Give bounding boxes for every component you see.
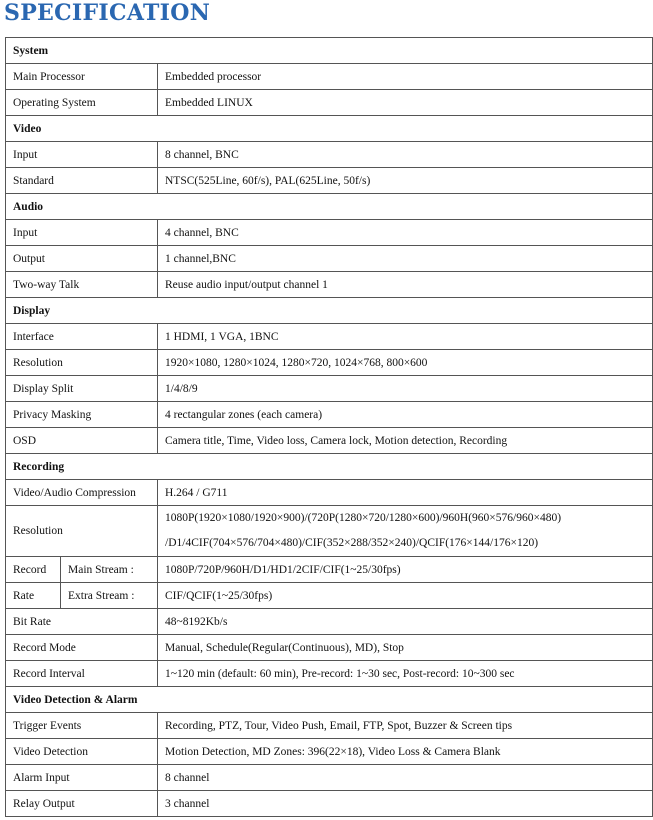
section-row-display bbox=[6, 298, 653, 324]
spec-value: Reuse audio input/output channel 1 bbox=[158, 272, 653, 298]
spec-label: Relay Output bbox=[6, 791, 158, 817]
spec-value: 8 channel, BNC bbox=[158, 142, 653, 168]
spec-label: Main Processor bbox=[6, 64, 158, 90]
section-row-system bbox=[6, 38, 653, 64]
table-row bbox=[6, 506, 653, 557]
extra-stream-value: CIF/QCIF(1~25/30fps) bbox=[158, 583, 653, 609]
table-row bbox=[6, 635, 653, 661]
table-row bbox=[6, 246, 653, 272]
table-row bbox=[6, 142, 653, 168]
section-heading-display: Display bbox=[6, 298, 653, 324]
table-row bbox=[6, 350, 653, 376]
extra-stream-label: Extra Stream : bbox=[61, 583, 158, 609]
section-heading-system: System bbox=[6, 38, 653, 64]
spec-value: H.264 / G711 bbox=[158, 480, 653, 506]
section-heading-audio: Audio bbox=[6, 194, 653, 220]
spec-label: Trigger Events bbox=[6, 713, 158, 739]
section-row-recording bbox=[6, 454, 653, 480]
spec-label: Bit Rate bbox=[6, 609, 158, 635]
spec-label: Resolution bbox=[6, 506, 158, 557]
spec-value: Camera title, Time, Video loss, Camera lock, Motion detection, Recording bbox=[158, 428, 653, 454]
table-row bbox=[6, 583, 653, 609]
table-row bbox=[6, 557, 653, 583]
spec-label: Video/Audio Compression bbox=[6, 480, 158, 506]
table-row bbox=[6, 220, 653, 246]
spec-value: 3 channel bbox=[158, 791, 653, 817]
section-heading-recording: Recording bbox=[6, 454, 653, 480]
spec-value: Manual, Schedule(Regular(Continuous), MD), Stop bbox=[158, 635, 653, 661]
table-row bbox=[6, 428, 653, 454]
section-heading-video: Video bbox=[6, 116, 653, 142]
table-row bbox=[6, 739, 653, 765]
table-row bbox=[6, 661, 653, 687]
main-stream-value: 1080P/720P/960H/D1/HD1/2CIF/CIF(1~25/30fps) bbox=[158, 557, 653, 583]
spec-label: Operating System bbox=[6, 90, 158, 116]
spec-value: NTSC(525Line, 60f/s), PAL(625Line, 50f/s) bbox=[158, 168, 653, 194]
table-row bbox=[6, 609, 653, 635]
record-rate-label-top: Record bbox=[6, 557, 61, 583]
spec-label: OSD bbox=[6, 428, 158, 454]
spec-value: 1 HDMI, 1 VGA, 1BNC bbox=[158, 324, 653, 350]
spec-label: Display Split bbox=[6, 376, 158, 402]
resolution-line-1: 1080P(1920×1080/1920×900)/(720P(1280×720/1280×600)/960H(960×576/960×480) bbox=[165, 512, 562, 524]
spec-label: Alarm Input bbox=[6, 765, 158, 791]
spec-value: 48~8192Kb/s bbox=[158, 609, 653, 635]
spec-value: 4 channel, BNC bbox=[158, 220, 653, 246]
spec-value: Recording, PTZ, Tour, Video Push, Email, FTP, Spot, Buzzer & Screen tips bbox=[158, 713, 653, 739]
table-row bbox=[6, 90, 653, 116]
section-heading-detection: Video Detection & Alarm bbox=[6, 687, 653, 713]
spec-label: Standard bbox=[6, 168, 158, 194]
spec-value: Embedded processor bbox=[158, 64, 653, 90]
table-row bbox=[6, 376, 653, 402]
specification-table bbox=[5, 37, 653, 817]
spec-label: Output bbox=[6, 246, 158, 272]
table-row bbox=[6, 791, 653, 817]
spec-label: Interface bbox=[6, 324, 158, 350]
section-row-video bbox=[6, 116, 653, 142]
spec-label: Input bbox=[6, 220, 158, 246]
table-row bbox=[6, 64, 653, 90]
table-row bbox=[6, 765, 653, 791]
record-rate-label-bottom: Rate bbox=[6, 583, 61, 609]
spec-value: 4 rectangular zones (each camera) bbox=[158, 402, 653, 428]
spec-label: Resolution bbox=[6, 350, 158, 376]
spec-value bbox=[158, 506, 653, 557]
spec-label: Record Interval bbox=[6, 661, 158, 687]
table-row bbox=[6, 402, 653, 428]
table-row bbox=[6, 713, 653, 739]
spec-value: Embedded LINUX bbox=[158, 90, 653, 116]
spec-value: Motion Detection, MD Zones: 396(22×18), Video Loss & Camera Blank bbox=[158, 739, 653, 765]
spec-label: Record Mode bbox=[6, 635, 158, 661]
section-row-detection bbox=[6, 687, 653, 713]
resolution-line-2: /D1/4CIF(704×576/704×480)/CIF(352×288/352×240)/QCIF(176×144/176×120) bbox=[165, 537, 539, 549]
spec-label: Privacy Masking bbox=[6, 402, 158, 428]
spec-label: Input bbox=[6, 142, 158, 168]
page-title: SPECIFICATION bbox=[4, 0, 211, 26]
spec-value: 8 channel bbox=[158, 765, 653, 791]
main-stream-label: Main Stream : bbox=[61, 557, 158, 583]
table-row bbox=[6, 168, 653, 194]
spec-value: 1/4/8/9 bbox=[158, 376, 653, 402]
spec-label: Two-way Talk bbox=[6, 272, 158, 298]
spec-value: 1 channel,BNC bbox=[158, 246, 653, 272]
spec-value: 1920×1080, 1280×1024, 1280×720, 1024×768, 800×600 bbox=[158, 350, 653, 376]
table-row bbox=[6, 272, 653, 298]
section-row-audio bbox=[6, 194, 653, 220]
spec-label: Video Detection bbox=[6, 739, 158, 765]
table-row bbox=[6, 324, 653, 350]
spec-value: 1~120 min (default: 60 min), Pre-record: 1~30 sec, Post-record: 10~300 sec bbox=[158, 661, 653, 687]
table-row bbox=[6, 480, 653, 506]
